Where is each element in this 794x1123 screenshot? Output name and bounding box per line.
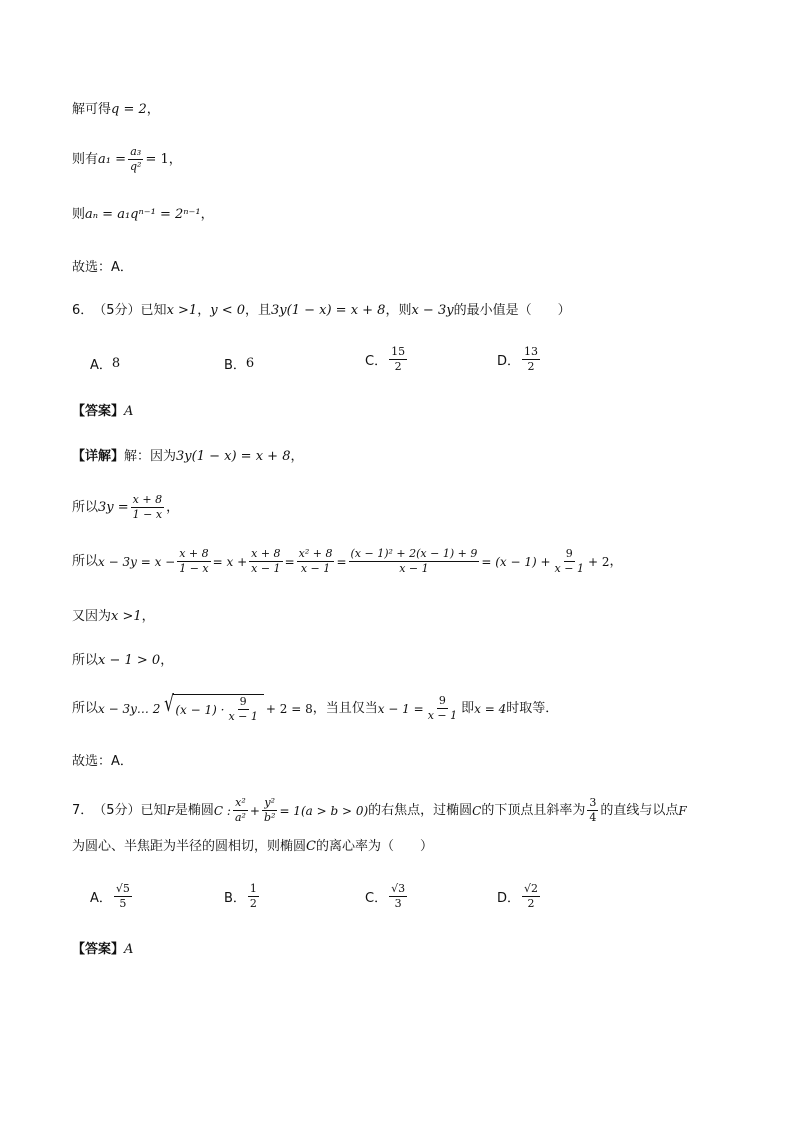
fraction: $\frac{15}{2}$: [391, 345, 406, 374]
fraction: $\frac{13}{2}$: [524, 345, 539, 374]
question-6-choice: 故选：A．: [72, 754, 133, 769]
question-6-step-3: 又因为 x >1 ，: [72, 609, 155, 624]
fraction: $\frac{9}{x - 1}$: [228, 695, 258, 724]
prev-solution-line-1: 解可得 q = 2 ，: [72, 102, 160, 117]
fraction: $\frac{\text{a₃}}{\text{q²}}$: [130, 145, 142, 174]
question-6-step-5: 所以 x − 3y… 2 √ (x − 1) · $\frac{9}{x - 1}$ + 2 = 8 ，当且仅当 x − 1 = $\frac{9}{x - 1}$ 即 x = 4 时取等．: [72, 692, 559, 724]
question-7-option-d[interactable]: D． $\frac{√2}{2}$: [497, 882, 539, 911]
question-6-stem: 6． （5分）已知 x >1 ， y < 0 ，且 3y(1 − x) = x + 8 ，则 x − 3y 的最小值是（ ）: [72, 303, 571, 318]
prev-solution-line-3: 则 aₙ = a₁qⁿ⁻¹ = 2ⁿ⁻¹ ，: [72, 207, 214, 222]
question-6-step-4: 所以 x − 1 > 0 ，: [72, 653, 174, 668]
question-7-answer: 【答案】 A: [72, 942, 134, 957]
fraction: $\frac{√5}{5}$: [115, 882, 130, 911]
question-6-option-d[interactable]: D． $\frac{13}{2}$: [497, 345, 539, 374]
question-7-stem-line-1: 7． （5分）已知 F 是椭圆 C : $\frac{\text{x²}}{\text{a²}}$ + $\frac{\text{y²}}{\text{b²}}$ = 1(a > b > 0) 的右焦点，过椭圆 C 的下顶点且斜率为 $\frac{3}{4}$ 的直线与以点 F: [72, 796, 687, 825]
question-6-option-a[interactable]: A． 8: [90, 356, 121, 373]
question-7-stem-line-2: 为圆心、半焦距为半径的圆相切，则椭圆 C 的离心率为（ ）: [72, 839, 433, 854]
fraction: $\frac{\text{x² + 8}}{x - 1}$: [298, 547, 333, 576]
question-6-option-c[interactable]: C． $\frac{15}{2}$: [365, 345, 406, 374]
question-6-step-2: 所以 x − 3y = x − $\frac{x + 8}{1 - x}$ = x + $\frac{x + 8}{x - 1}$ = $\frac{\text{x² + 8}}{x - 1}$ = $\frac{\text{(x − 1)² + 2(x − 1) + 9}}{x - 1}$ = (x − 1) + $\frac{9}{x - 1}$ + 2 ，: [72, 547, 623, 576]
question-7-option-a[interactable]: A． $\frac{√5}{5}$: [90, 882, 130, 911]
prev-solution-choice: 故选：A．: [72, 260, 133, 275]
question-6-step-1: 所以 3y = $\frac{x + 8}{1 - x}$ ，: [72, 493, 180, 522]
fraction: $\frac{\text{(x − 1)² + 2(x − 1) + 9}}{x - 1}$: [350, 547, 478, 576]
question-7-option-b[interactable]: B． $\frac{1}{2}$: [224, 882, 257, 911]
fraction: $\frac{9}{x - 1}$: [554, 547, 584, 576]
fraction: $\frac{\text{x²}}{\text{a²}}$: [234, 796, 246, 825]
fraction: $\frac{1}{2}$: [249, 882, 257, 911]
fraction: $\frac{√3}{3}$: [391, 882, 406, 911]
fraction: $\frac{x + 8}{1 - x}$: [132, 493, 163, 522]
fraction: $\frac{3}{4}$: [589, 796, 597, 825]
square-root: √ (x − 1) · $\frac{9}{x - 1}$: [162, 694, 264, 723]
fraction: $\frac{√2}{2}$: [524, 882, 539, 911]
fraction: $\frac{x + 8}{1 - x}$: [179, 547, 209, 576]
fraction: $\frac{9}{x - 1}$: [427, 694, 458, 723]
question-6-option-b[interactable]: B． 6: [224, 356, 255, 373]
question-7-option-c[interactable]: C． $\frac{√3}{3}$: [365, 882, 406, 911]
question-6-answer: 【答案】 A: [72, 404, 134, 419]
prev-solution-line-2: 则有 a₁ = $\frac{\text{a₃}}{\text{q²}}$ = 1 ，: [72, 145, 182, 174]
question-6-detail: 【详解】 解：因为 3y(1 − x) = x + 8 ，: [72, 449, 304, 464]
fraction: $\frac{\text{y²}}{\text{b²}}$: [263, 796, 276, 825]
fraction: $\frac{x + 8}{x - 1}$: [251, 547, 281, 576]
